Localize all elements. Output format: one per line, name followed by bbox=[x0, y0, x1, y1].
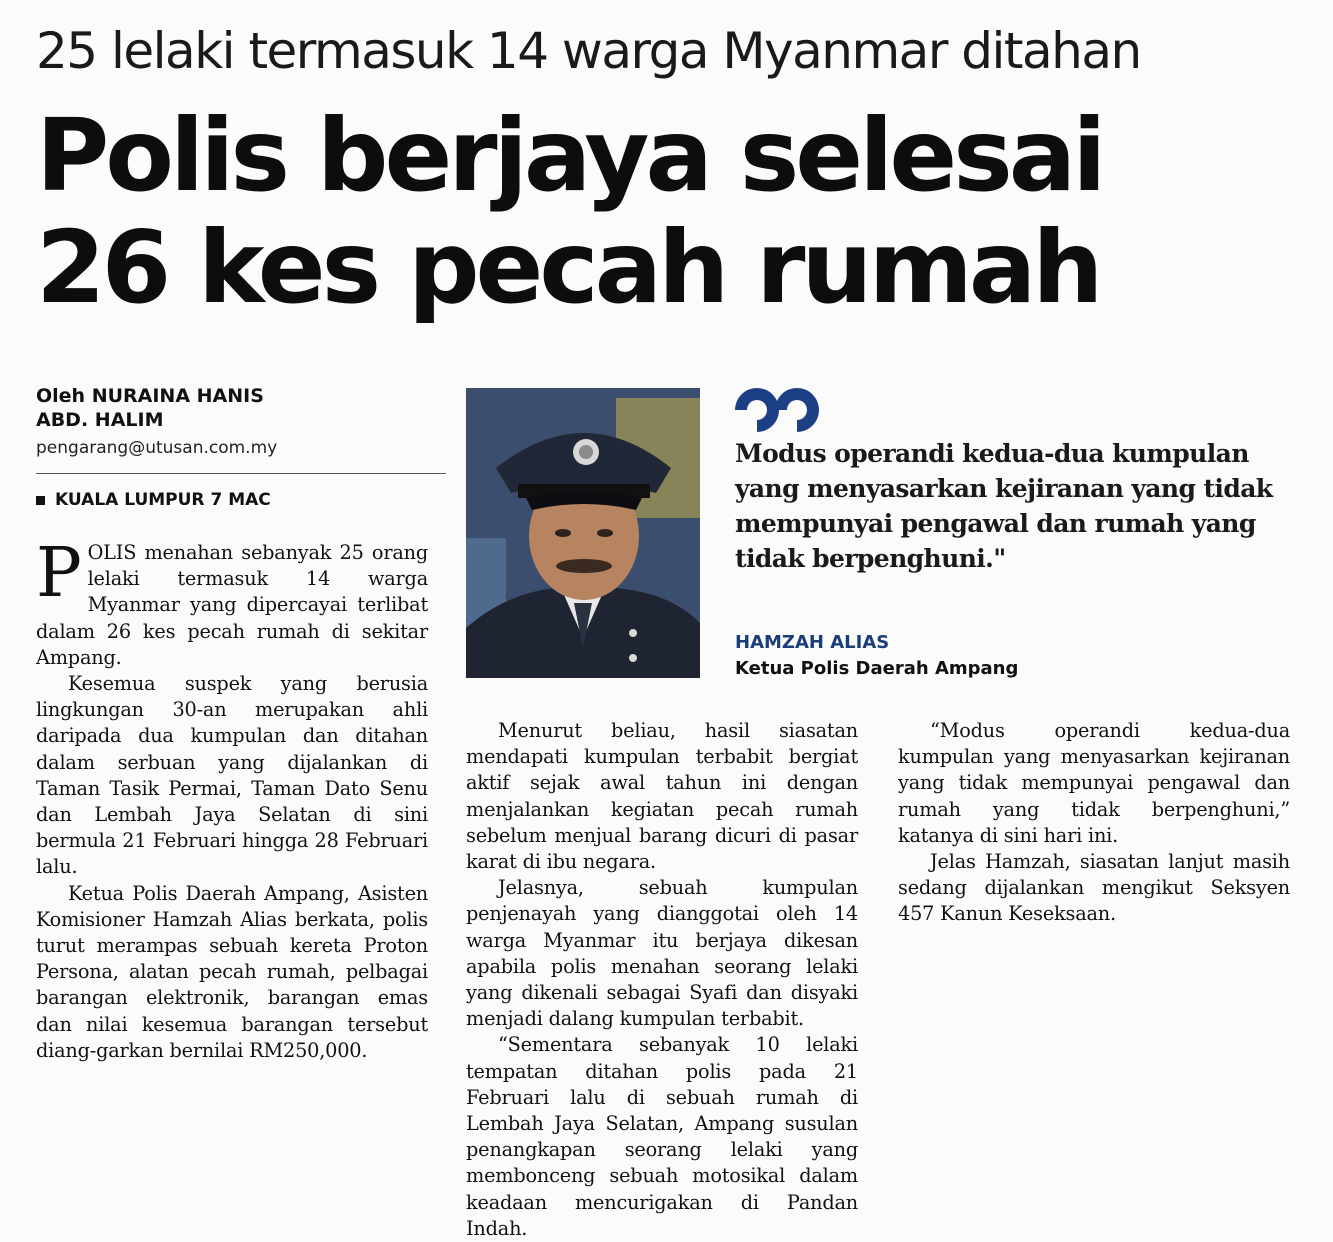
pull-quote: Modus operandi kedua-dua kumpulan yang menyasarkan kejiranan yang tidak mempunyai pengawal dan rumah yang tidak berpenghuni." bbox=[735, 439, 1273, 573]
article-paragraph-3: Ketua Polis Daerah Ampang, Asisten Komisioner Hamzah Alias berkata, polis turut merampas sebuah kereta Proton Persona, alatan pecah rumah, pelbagai barangan elektronik, barangan emas dan nilai kesemua barangan tersebut diang-garkan bernilai RM250,000. bbox=[36, 881, 428, 1062]
article-paragraph-8: Jelas Hamzah, siasatan lanjut masih sedang dijalankan mengikut Seksyen 457 Kanun Keseksaan. bbox=[898, 850, 1290, 926]
pull-quote-role: Ketua Polis Daerah Ampang bbox=[735, 658, 1019, 679]
article-paragraph-2: Kesemua suspek yang berusia lingkungan 30-an merupakan ahli daripada dua kumpulan dan ditahan dalam serbuan yang dijalankan di Taman Tasik Permai, Taman Dato Senu dan Lembah Jaya Selatan di sini bermula 21 Februari hingga 28 Februari lalu. bbox=[36, 672, 428, 879]
article-paragraph-5: Jelasnya, sebuah kumpulan penjenayah yang dianggotai oleh 14 warga Myanmar itu berjaya dikesan apabila polis menahan seorang lelaki yang dikenali sebagai Syafi dan disyaki menjadi dalang kumpulan terbabit. bbox=[466, 876, 858, 1031]
article-paragraph-1-text: OLIS menahan sebanyak 25 orang lelaki termasuk 14 warga Myanmar yang dipercayai terlibat dalam 26 kes pecah rumah di sekitar Ampang. bbox=[36, 541, 428, 669]
byline-author-line-1: Oleh NURAINA HANIS bbox=[36, 385, 264, 407]
dateline-text: KUALA LUMPUR 7 MAC bbox=[55, 490, 271, 510]
article-paragraph-7: “Modus operandi kedua-dua kumpulan yang menyasarkan kejiranan yang tidak mempunyai pengawal dan rumah yang tidak berpenghuni,” katanya di sini hari ini. bbox=[898, 719, 1290, 847]
byline-divider bbox=[36, 473, 446, 474]
article-paragraph-1 bbox=[36, 534, 428, 671]
article-column-1 bbox=[36, 534, 428, 1064]
police-chief-photo bbox=[466, 388, 700, 678]
headline-line-1: Polis berjaya selesai bbox=[36, 97, 1103, 214]
square-bullet-icon bbox=[36, 496, 45, 505]
kicker-headline: 25 lelaki termasuk 14 warga Myanmar ditahan bbox=[36, 22, 1141, 80]
portrait-illustration bbox=[466, 388, 700, 678]
drop-cap: P bbox=[36, 534, 82, 613]
article-paragraph-6: “Sementara sebanyak 10 lelaki tempatan ditahan polis pada 21 Februari lalu di sebuah rumah di Lembah Jaya Selatan, Ampang susulan penangkapan seorang lelaki yang membonceng sebuah motosikal dalam keadaan mencurigakan di Pandan Indah. bbox=[466, 1033, 858, 1240]
byline-author-line-2: ABD. HALIM bbox=[36, 409, 164, 431]
headline-line-2: 26 kes pecah rumah bbox=[36, 209, 1100, 326]
byline-email: pengarang@utusan.com.my bbox=[36, 438, 278, 458]
main-headline bbox=[36, 97, 1326, 326]
article-column-2 bbox=[466, 718, 858, 1242]
article-paragraph-4: Menurut beliau, hasil siasatan mendapati kumpulan terbabit bergiat aktif sejak awal tahun ini dengan menjalankan kegiatan pecah rumah sebelum menjual barang dicuri di pasar karat di ibu negara. bbox=[466, 719, 858, 874]
article-column-3 bbox=[898, 718, 1290, 928]
byline bbox=[36, 384, 446, 458]
pull-quote-name: HAMZAH ALIAS bbox=[735, 632, 890, 653]
quote-mark-icon bbox=[735, 386, 821, 434]
dateline bbox=[36, 490, 271, 510]
